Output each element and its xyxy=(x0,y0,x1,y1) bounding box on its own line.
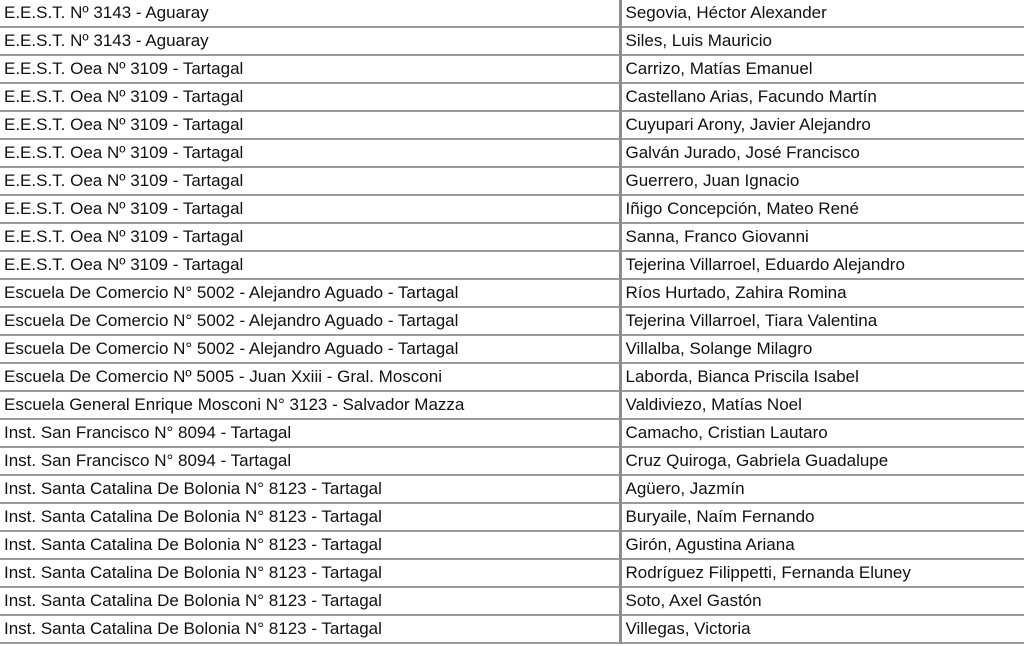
school-cell: E.E.S.T. Oea Nº 3109 - Tartagal xyxy=(0,83,620,111)
student-name-cell: Camacho, Cristian Lautaro xyxy=(620,419,1024,447)
school-cell: E.E.S.T. Oea Nº 3109 - Tartagal xyxy=(0,251,620,279)
school-cell: Escuela De Comercio N° 5002 - Alejandro Aguado - Tartagal xyxy=(0,335,620,363)
table-row xyxy=(0,167,1024,195)
student-name-cell: Soto, Axel Gastón xyxy=(620,587,1024,615)
student-name-cell: Guerrero, Juan Ignacio xyxy=(620,167,1024,195)
table-row xyxy=(0,111,1024,139)
table-row xyxy=(0,335,1024,363)
school-cell: Escuela De Comercio N° 5002 - Alejandro Aguado - Tartagal xyxy=(0,307,620,335)
student-name-cell: Tejerina Villarroel, Tiara Valentina xyxy=(620,307,1024,335)
table-row xyxy=(0,307,1024,335)
table-row xyxy=(0,139,1024,167)
school-cell: Inst. Santa Catalina De Bolonia N° 8123 - Tartagal xyxy=(0,503,620,531)
student-name-cell: Iñigo Concepción, Mateo René xyxy=(620,195,1024,223)
student-name-cell: Siles, Luis Mauricio xyxy=(620,27,1024,55)
student-name-cell: Galván Jurado, José Francisco xyxy=(620,139,1024,167)
table-row xyxy=(0,391,1024,419)
school-cell: E.E.S.T. Nº 3143 - Aguaray xyxy=(0,27,620,55)
school-cell: Inst. Santa Catalina De Bolonia N° 8123 - Tartagal xyxy=(0,559,620,587)
school-cell: E.E.S.T. Nº 3143 - Aguaray xyxy=(0,0,620,27)
student-name-cell: Valdiviezo, Matías Noel xyxy=(620,391,1024,419)
table-row xyxy=(0,587,1024,615)
table-row xyxy=(0,223,1024,251)
student-name-cell: Segovia, Héctor Alexander xyxy=(620,0,1024,27)
school-cell: Inst. Santa Catalina De Bolonia N° 8123 - Tartagal xyxy=(0,475,620,503)
student-name-cell: Girón, Agustina Ariana xyxy=(620,531,1024,559)
school-cell: E.E.S.T. Oea Nº 3109 - Tartagal xyxy=(0,223,620,251)
student-name-cell: Agüero, Jazmín xyxy=(620,475,1024,503)
table-row xyxy=(0,27,1024,55)
table-row xyxy=(0,447,1024,475)
school-cell: Inst. San Francisco N° 8094 - Tartagal xyxy=(0,447,620,475)
student-name-cell: Castellano Arias, Facundo Martín xyxy=(620,83,1024,111)
table-row xyxy=(0,251,1024,279)
school-cell: Inst. Santa Catalina De Bolonia N° 8123 - Tartagal xyxy=(0,531,620,559)
table-row xyxy=(0,503,1024,531)
school-cell: E.E.S.T. Oea Nº 3109 - Tartagal xyxy=(0,195,620,223)
school-cell: Escuela General Enrique Mosconi N° 3123 - Salvador Mazza xyxy=(0,391,620,419)
table-row xyxy=(0,195,1024,223)
student-name-cell: Sanna, Franco Giovanni xyxy=(620,223,1024,251)
table-row xyxy=(0,475,1024,503)
table-row xyxy=(0,55,1024,83)
table-row xyxy=(0,279,1024,307)
school-cell: Escuela De Comercio Nº 5005 - Juan Xxiii - Gral. Mosconi xyxy=(0,363,620,391)
school-cell: E.E.S.T. Oea Nº 3109 - Tartagal xyxy=(0,167,620,195)
school-cell: Escuela De Comercio N° 5002 - Alejandro Aguado - Tartagal xyxy=(0,279,620,307)
table-row xyxy=(0,83,1024,111)
student-name-cell: Ríos Hurtado, Zahira Romina xyxy=(620,279,1024,307)
table-row xyxy=(0,0,1024,27)
school-cell: Inst. Santa Catalina De Bolonia N° 8123 - Tartagal xyxy=(0,587,620,615)
table-row xyxy=(0,419,1024,447)
school-cell: Inst. San Francisco N° 8094 - Tartagal xyxy=(0,419,620,447)
student-name-cell: Tejerina Villarroel, Eduardo Alejandro xyxy=(620,251,1024,279)
student-name-cell: Villegas, Victoria xyxy=(620,615,1024,643)
school-cell: Inst. Santa Catalina De Bolonia N° 8123 - Tartagal xyxy=(0,615,620,643)
school-cell: E.E.S.T. Oea Nº 3109 - Tartagal xyxy=(0,139,620,167)
student-name-cell: Laborda, Bianca Priscila Isabel xyxy=(620,363,1024,391)
student-name-cell: Cuyupari Arony, Javier Alejandro xyxy=(620,111,1024,139)
table-row xyxy=(0,363,1024,391)
table-row xyxy=(0,615,1024,643)
student-name-cell: Buryaile, Naím Fernando xyxy=(620,503,1024,531)
student-name-cell: Carrizo, Matías Emanuel xyxy=(620,55,1024,83)
school-cell: E.E.S.T. Oea Nº 3109 - Tartagal xyxy=(0,111,620,139)
student-name-cell: Villalba, Solange Milagro xyxy=(620,335,1024,363)
table-row xyxy=(0,531,1024,559)
student-name-cell: Rodríguez Filippetti, Fernanda Eluney xyxy=(620,559,1024,587)
school-cell: E.E.S.T. Oea Nº 3109 - Tartagal xyxy=(0,55,620,83)
table-row xyxy=(0,559,1024,587)
student-name-cell: Cruz Quiroga, Gabriela Guadalupe xyxy=(620,447,1024,475)
